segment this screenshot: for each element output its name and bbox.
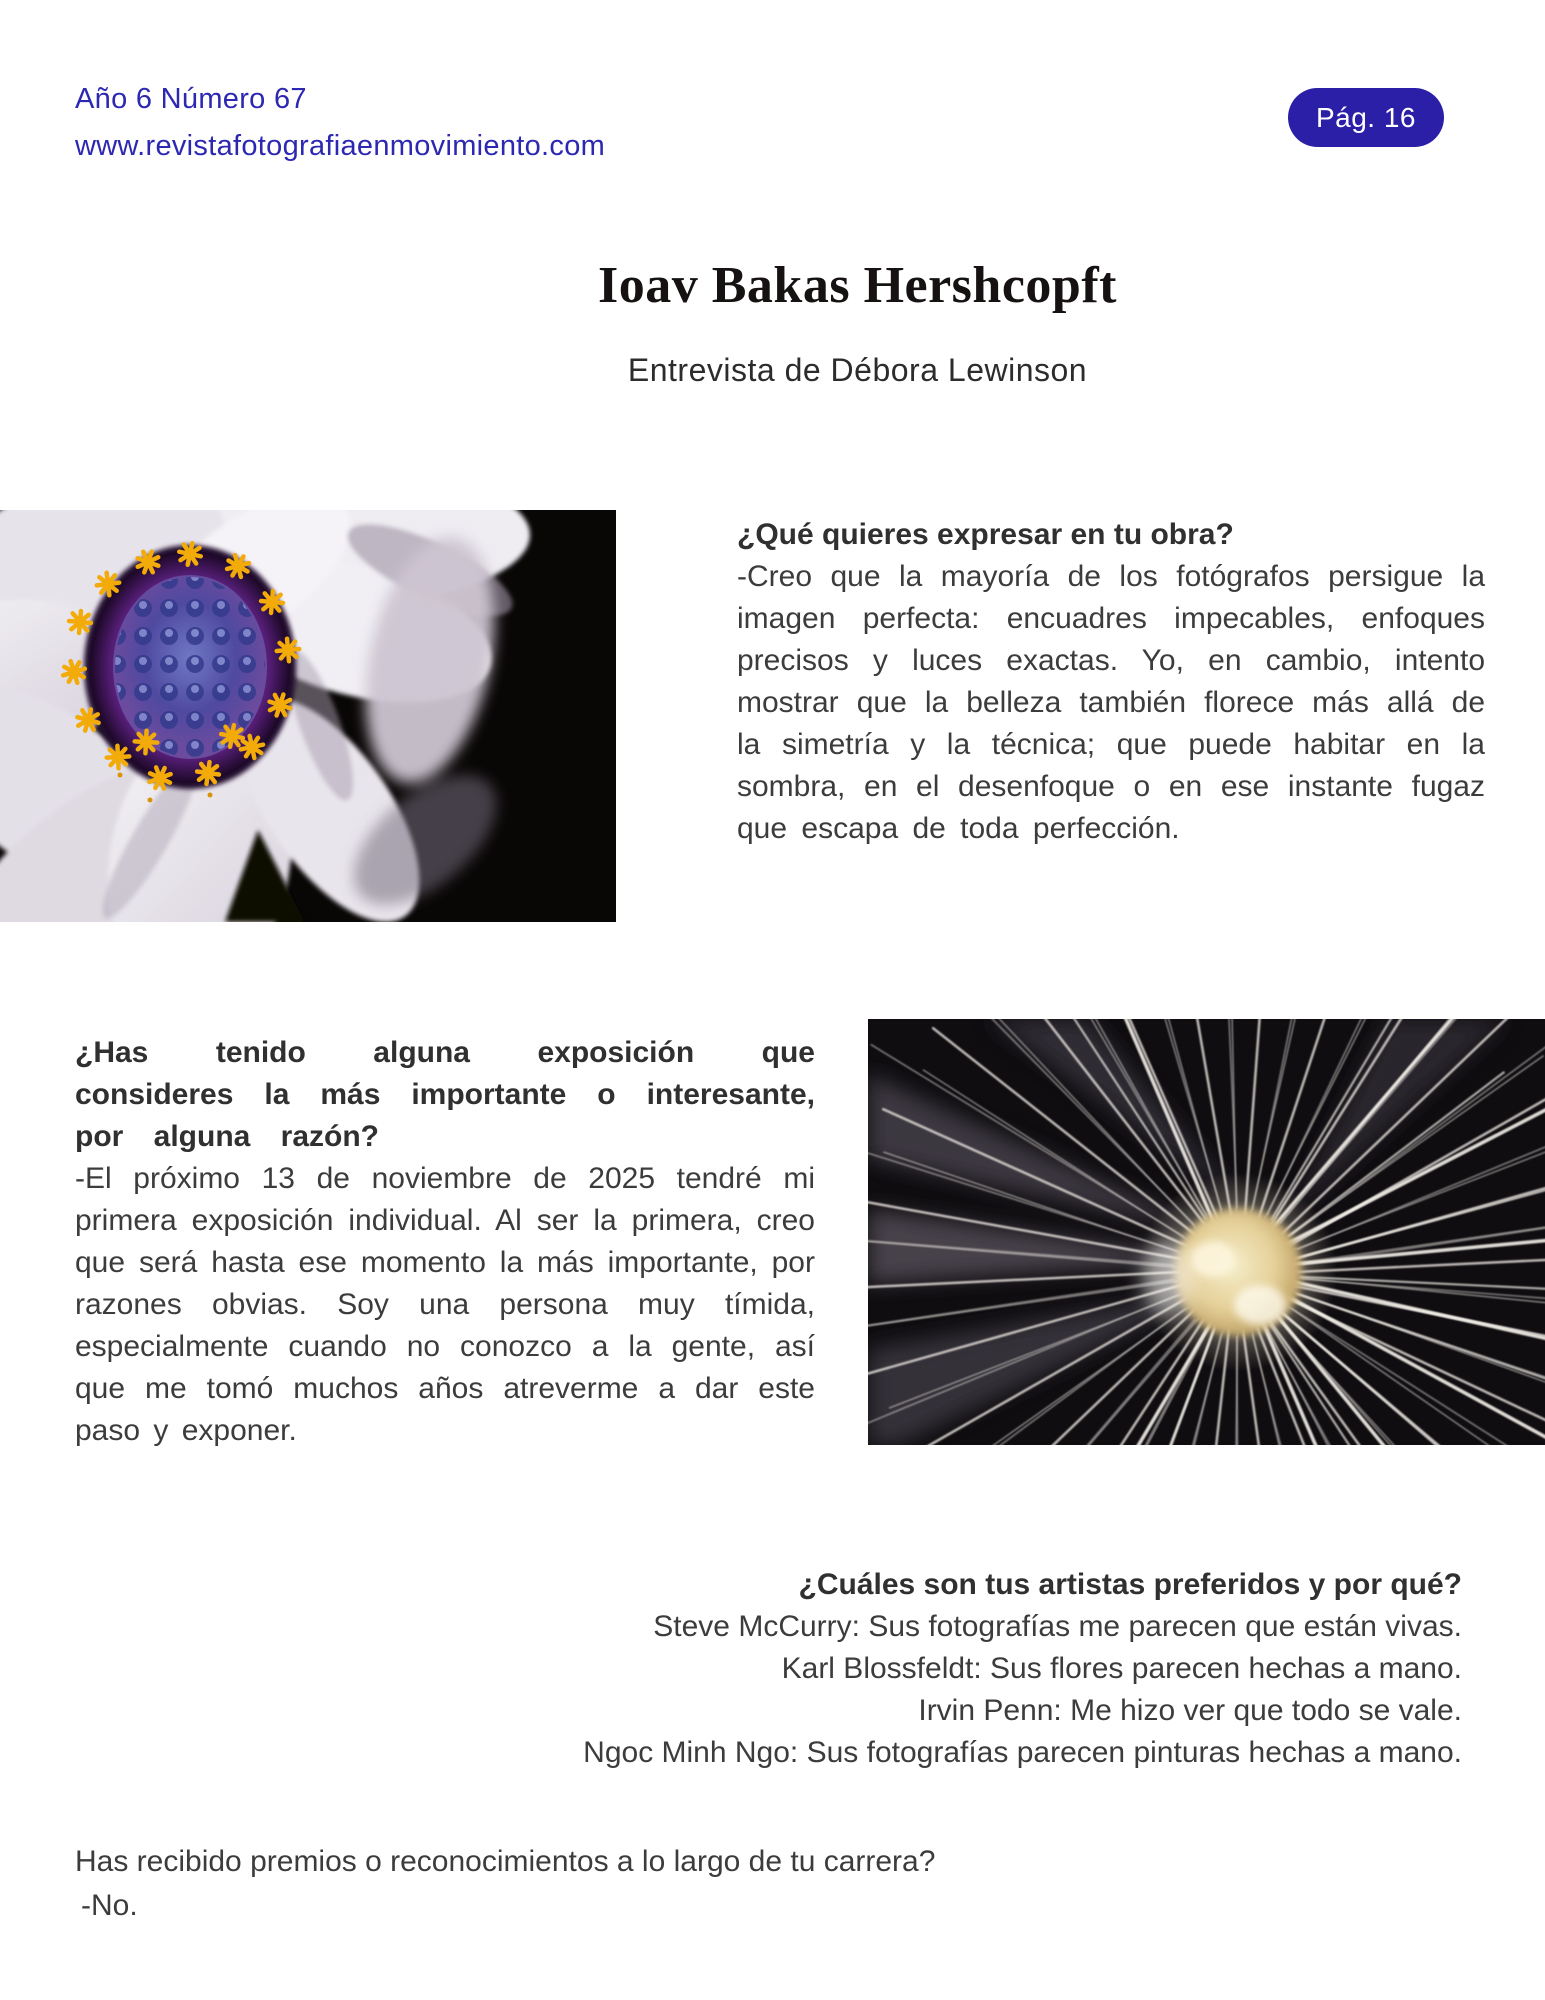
seed-head-macro-illustration: [868, 1019, 1545, 1445]
issue-header: [75, 76, 605, 170]
page-number-label: Pág. 16: [1315, 101, 1417, 133]
qa-block-awards: [75, 1840, 1175, 1928]
artist-line: Steve McCurry: Sus fotografías me parecen que están vivas.: [653, 1610, 1462, 1643]
qa-block-expression: [737, 514, 1485, 850]
flower-macro-illustration: [0, 510, 616, 922]
flower-photo: [0, 510, 616, 922]
issue-label: Año 6 Número 67: [75, 83, 307, 115]
question-text: ¿Has tenido alguna exposición que consideres la más importante o interesante, por alguna razón?: [75, 1036, 815, 1153]
question-text: ¿Cuáles son tus artistas preferidos y por qué?: [798, 1568, 1462, 1601]
page-title: Ioav Bakas Hershcopft: [598, 257, 1117, 314]
answer-text: -El próximo 13 de noviembre de 2025 tendré mi primera exposición individual. Al ser la primera, creo que será hasta ese momento la más importante, por razones obvias. Soy una persona muy tímida, especialmente cuando no conozco a la gente, así que me tomó muchos años atreverme a dar este paso y exponer.: [75, 1162, 815, 1447]
answer-text: -No.: [81, 1889, 138, 1922]
artist-line: Irvin Penn: Me hizo ver que todo se vale.: [918, 1694, 1462, 1727]
seed-head-photo: [868, 1019, 1545, 1445]
qa-block-artists: [312, 1564, 1462, 1774]
artist-line: Karl Blossfeldt: Sus flores parecen hechas a mano.: [781, 1652, 1462, 1685]
answer-text: -Creo que la mayoría de los fotógrafos persigue la imagen perfecta: encuadres impecables, enfoques precisos y luces exactas. Yo, en cambio, intento mostrar que la belleza también florece más allá de la simetría y la técnica; que puede habitar en la sombra, en el desenfoque o en ese instante fugaz que escapa de toda perfección.: [737, 560, 1485, 845]
artist-line: Ngoc Minh Ngo: Sus fotografías parecen pinturas hechas a mano.: [583, 1736, 1462, 1769]
question-text: ¿Qué quieres expresar en tu obra?: [737, 518, 1234, 551]
page-number-badge: [1288, 88, 1444, 147]
question-text: Has recibido premios o reconocimientos a lo largo de tu carrera?: [75, 1845, 936, 1878]
website-label: www.revistafotografiaenmovimiento.com: [75, 130, 606, 162]
qa-block-exhibition: [75, 1032, 815, 1452]
byline: Entrevista de Débora Lewinson: [627, 352, 1088, 388]
